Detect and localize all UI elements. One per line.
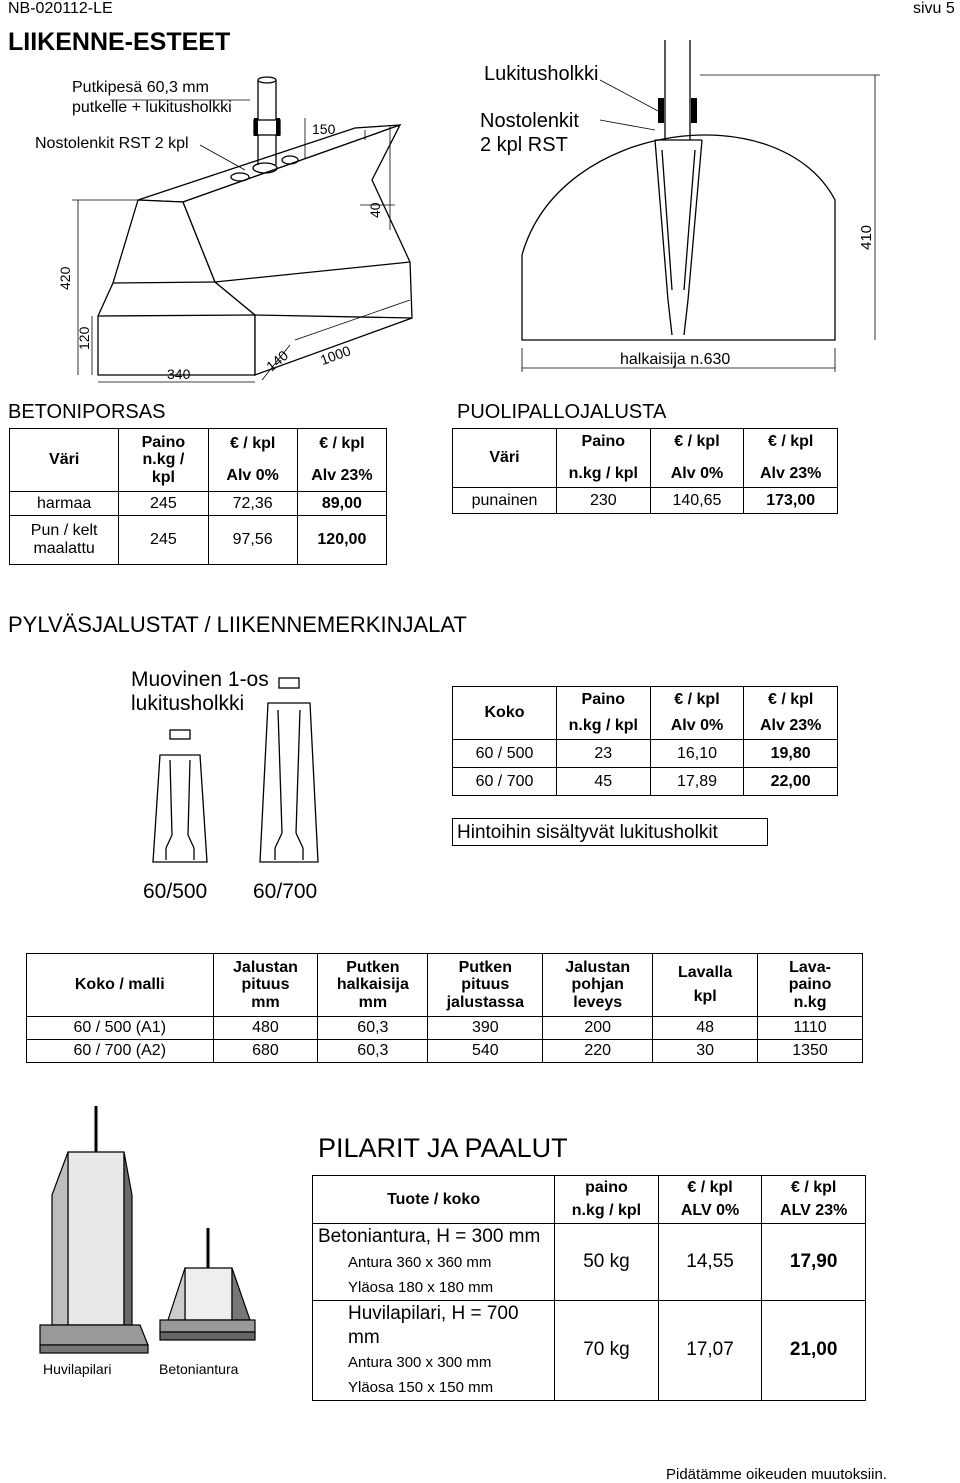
drawing1-label-3: Nostolenkit RST 2 kpl — [35, 135, 189, 152]
header-size: Koko — [453, 687, 557, 740]
diameter-label: halkaisija n.630 — [620, 351, 731, 368]
header-price-alv0: € / kpl Alv 0% — [650, 429, 744, 488]
header-pallet-weight: Lava- paino n.kg — [758, 954, 863, 1017]
drawing2-label-3: 2 kpl RST — [480, 134, 568, 156]
cell-price-alv23: 17,90 — [762, 1224, 866, 1301]
puolipallo-title: PUOLIPALLOJALUSTA — [457, 401, 667, 423]
cell-color: punainen — [453, 488, 557, 514]
pylvas-drawing-label-2: lukitusholkki — [131, 692, 245, 715]
dim-120: 120 — [76, 326, 92, 350]
pylvas-title: PYLVÄSJALUSTAT / LIIKENNEMERKINJALAT — [8, 612, 467, 637]
header-model: Koko / malli — [27, 954, 214, 1017]
cell-product: Betoniantura, H = 300 mm Antura 360 x 360 mm Yläosa 180 x 180 mm — [313, 1224, 555, 1301]
cell-price-alv23: 173,00 — [744, 488, 838, 514]
cell-price-alv0: 140,65 — [650, 488, 744, 514]
dim-340: 340 — [167, 366, 191, 382]
dim-420: 420 — [57, 266, 73, 290]
dim-140: 140 — [263, 346, 292, 375]
header-price-alv23: € / kpl Alv 23% — [744, 429, 838, 488]
drawing2-label-2: Nostolenkit — [480, 110, 579, 132]
drawing1-label-2: putkelle + lukitusholkki — [72, 99, 232, 116]
cell-weight: 245 — [119, 492, 208, 516]
cell-pallet-weight: 1350 — [758, 1040, 863, 1063]
header-price-alv0: € / kpl ALV 0% — [658, 1176, 762, 1224]
header-weight: Paino n.kg / kpl — [556, 429, 650, 488]
header-price-alv0: € / kpl Alv 0% — [208, 429, 297, 492]
footer-disclaimer: Pidätämme oikeuden muutoksiin. — [666, 1466, 887, 1483]
cell-base-length: 680 — [213, 1040, 318, 1063]
cell-price-alv23: 120,00 — [297, 516, 386, 565]
header-pipe-diameter: Putken halkaisija mm — [318, 954, 428, 1017]
table-row — [313, 1301, 866, 1401]
cell-price-alv0: 17,07 — [658, 1301, 762, 1401]
header-price-alv23: € / kpl Alv 23% — [744, 687, 838, 740]
betoniporsas-title: BETONIPORSAS — [8, 401, 166, 423]
doc-id: NB-020112-LE — [8, 0, 113, 17]
cell-weight: 23 — [556, 740, 650, 768]
header-per-pallet: Lavalla kpl — [653, 954, 758, 1017]
betoniantura-label: Betoniantura — [159, 1361, 239, 1377]
header-weight: paino n.kg / kpl — [555, 1176, 659, 1224]
cell-pipe-diameter: 60,3 — [318, 1040, 428, 1063]
cell-color: harmaa — [10, 492, 119, 516]
header-base-length: Jalustan pituus mm — [213, 954, 318, 1017]
cell-price-alv0: 14,55 — [658, 1224, 762, 1301]
header-weight: Paino n.kg / kpl — [556, 687, 650, 740]
cell-base-length: 480 — [213, 1017, 318, 1040]
cell-pipe-length: 390 — [428, 1017, 543, 1040]
dim-150: 150 — [312, 121, 336, 137]
header-product: Tuote / koko — [313, 1176, 555, 1224]
cell-pallet-weight: 1110 — [758, 1017, 863, 1040]
cell-weight: 50 kg — [555, 1224, 659, 1301]
pylvas-label-60-500: 60/500 — [143, 880, 208, 903]
cell-price-alv23: 89,00 — [297, 492, 386, 516]
header-color: Väri — [453, 429, 557, 488]
pylvas-label-60-700: 60/700 — [253, 880, 318, 903]
cell-price-alv23: 21,00 — [762, 1301, 866, 1401]
cell-per-pallet: 48 — [653, 1017, 758, 1040]
cell-price-alv0: 17,89 — [650, 768, 744, 796]
header-price-alv23: € / kpl ALV 23% — [762, 1176, 866, 1224]
cell-price-alv23: 19,80 — [744, 740, 838, 768]
cell-pipe-diameter: 60,3 — [318, 1017, 428, 1040]
cell-weight: 45 — [556, 768, 650, 796]
pilarit-title: PILARIT JA PAALUT — [318, 1133, 568, 1163]
cell-base-width: 200 — [543, 1017, 653, 1040]
cell-per-pallet: 30 — [653, 1040, 758, 1063]
header-price-alv23: € / kpl Alv 23% — [297, 429, 386, 492]
dim-40: 40 — [367, 202, 383, 218]
cell-pipe-length: 540 — [428, 1040, 543, 1063]
pylvas-note: Hintoihin sisältyvät lukitusholkit — [457, 822, 718, 843]
pilarit-table — [312, 1175, 866, 1401]
huvilapilari-label: Huvilapilari — [43, 1361, 112, 1377]
cell-size: 60 / 700 — [453, 768, 557, 796]
table-row — [313, 1224, 866, 1301]
cell-weight: 245 — [119, 516, 208, 565]
cell-color: Pun / kelt maalattu — [10, 516, 119, 565]
page-number: sivu 5 — [913, 0, 955, 17]
cell-price-alv0: 72,36 — [208, 492, 297, 516]
cell-weight: 230 — [556, 488, 650, 514]
header-color: Väri — [10, 429, 119, 492]
cell-base-width: 220 — [543, 1040, 653, 1063]
dim-1000: 1000 — [318, 342, 353, 369]
drawing1-label-1: Putkipesä 60,3 mm — [72, 79, 209, 96]
header-price-alv0: € / kpl Alv 0% — [650, 687, 744, 740]
cell-price-alv0: 16,10 — [650, 740, 744, 768]
cell-weight: 70 kg — [555, 1301, 659, 1401]
pylvas-drawing-label-1: Muovinen 1-os — [131, 668, 269, 691]
drawing2-label-1: Lukitusholkki — [484, 63, 599, 85]
cell-model: 60 / 500 (A1) — [27, 1017, 214, 1040]
header-base-width: Jalustan pohjan leveys — [543, 954, 653, 1017]
cell-model: 60 / 700 (A2) — [27, 1040, 214, 1063]
dim-410: 410 — [858, 224, 875, 250]
cell-price-alv23: 22,00 — [744, 768, 838, 796]
cell-product: Huvilapilari, H = 700 mm Antura 300 x 300 mm Yläosa 150 x 150 mm — [313, 1301, 555, 1401]
cell-price-alv0: 97,56 — [208, 516, 297, 565]
cell-size: 60 / 500 — [453, 740, 557, 768]
header-pipe-length: Putken pituus jalustassa — [428, 954, 543, 1017]
header-weight: Paino n.kg / kpl — [119, 429, 208, 492]
section-title: LIIKENNE-ESTEET — [8, 28, 231, 56]
